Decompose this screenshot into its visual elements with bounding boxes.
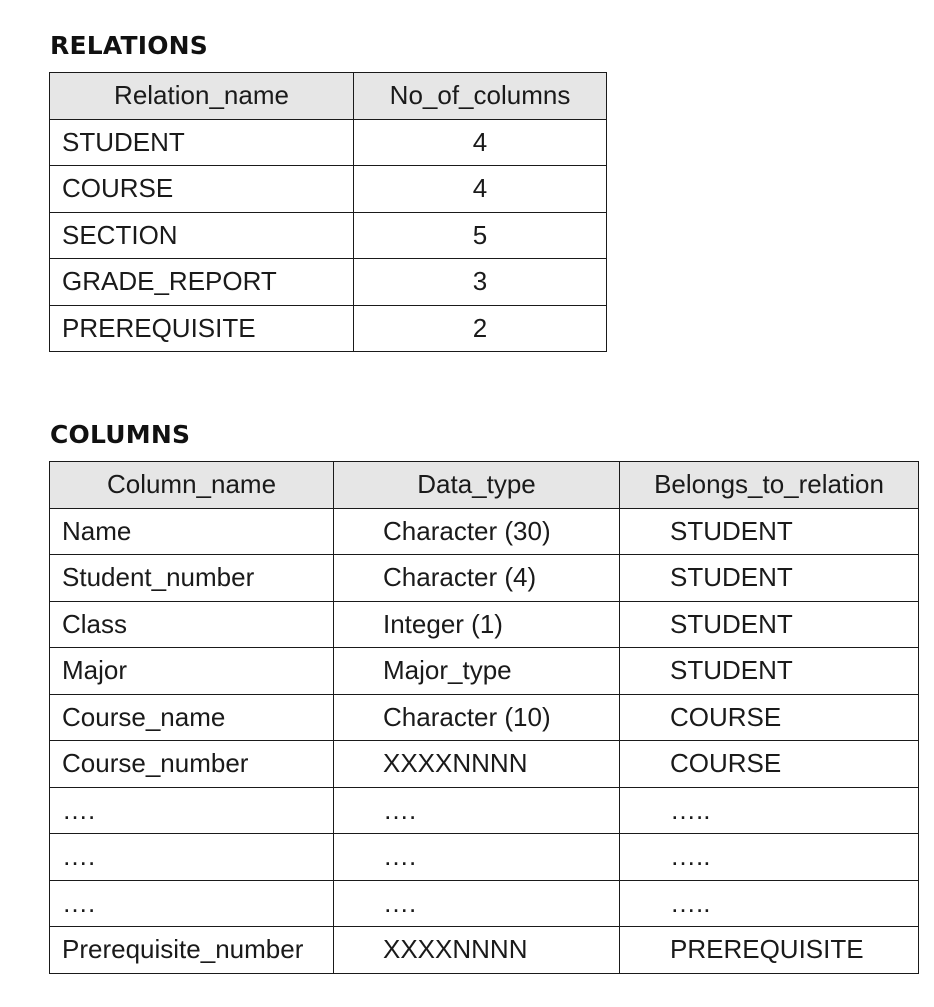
no-of-columns-cell: 3 xyxy=(354,259,607,306)
data-type-cell: Character (30) xyxy=(334,508,620,555)
no-of-columns-cell: 5 xyxy=(354,212,607,259)
column-name-cell: Prerequisite_number xyxy=(50,927,334,974)
column-name-cell: …. xyxy=(50,834,334,881)
table-row xyxy=(50,601,919,648)
table-row xyxy=(50,259,607,306)
table-row xyxy=(50,166,607,213)
data-type-cell: …. xyxy=(334,787,620,834)
table-row xyxy=(50,694,919,741)
no-of-columns-cell: 2 xyxy=(354,305,607,352)
column-name-cell: Student_number xyxy=(50,555,334,602)
relation-name-cell: PREREQUISITE xyxy=(50,305,354,352)
belongs-to-relation-cell: STUDENT xyxy=(620,508,919,555)
columns-header-belongs-to-relation: Belongs_to_relation xyxy=(620,462,919,509)
table-row xyxy=(50,880,919,927)
relations-header-no-of-columns: No_of_columns xyxy=(354,73,607,120)
data-type-cell: …. xyxy=(334,880,620,927)
columns-title: COLUMNS xyxy=(50,420,191,449)
column-name-cell: Course_number xyxy=(50,741,334,788)
data-type-cell: Character (10) xyxy=(334,694,620,741)
columns-table xyxy=(49,461,919,974)
column-name-cell: Class xyxy=(50,601,334,648)
relations-title: RELATIONS xyxy=(50,31,209,60)
column-name-cell: Name xyxy=(50,508,334,555)
table-row xyxy=(50,305,607,352)
column-name-cell: Course_name xyxy=(50,694,334,741)
no-of-columns-cell: 4 xyxy=(354,166,607,213)
data-type-cell: XXXXNNNN xyxy=(334,741,620,788)
data-type-cell: Character (4) xyxy=(334,555,620,602)
belongs-to-relation-cell: ….. xyxy=(620,787,919,834)
belongs-to-relation-cell: STUDENT xyxy=(620,648,919,695)
table-row xyxy=(50,741,919,788)
data-type-cell: Integer (1) xyxy=(334,601,620,648)
relation-name-cell: STUDENT xyxy=(50,119,354,166)
data-type-cell: Major_type xyxy=(334,648,620,695)
column-name-cell: …. xyxy=(50,880,334,927)
table-row xyxy=(50,834,919,881)
table-row xyxy=(50,508,919,555)
relations-table xyxy=(49,72,607,352)
belongs-to-relation-cell: ….. xyxy=(620,834,919,881)
belongs-to-relation-cell: COURSE xyxy=(620,741,919,788)
columns-header-data-type: Data_type xyxy=(334,462,620,509)
belongs-to-relation-cell: STUDENT xyxy=(620,555,919,602)
column-name-cell: Major xyxy=(50,648,334,695)
columns-header-row xyxy=(50,462,919,509)
columns-header-column-name: Column_name xyxy=(50,462,334,509)
relation-name-cell: GRADE_REPORT xyxy=(50,259,354,306)
table-row xyxy=(50,119,607,166)
table-row xyxy=(50,648,919,695)
data-type-cell: XXXXNNNN xyxy=(334,927,620,974)
table-row xyxy=(50,787,919,834)
table-row xyxy=(50,212,607,259)
relation-name-cell: COURSE xyxy=(50,166,354,213)
no-of-columns-cell: 4 xyxy=(354,119,607,166)
data-type-cell: …. xyxy=(334,834,620,881)
belongs-to-relation-cell: COURSE xyxy=(620,694,919,741)
column-name-cell: …. xyxy=(50,787,334,834)
relation-name-cell: SECTION xyxy=(50,212,354,259)
belongs-to-relation-cell: ….. xyxy=(620,880,919,927)
table-row xyxy=(50,927,919,974)
relations-header-relation-name: Relation_name xyxy=(50,73,354,120)
relations-header-row xyxy=(50,73,607,120)
table-row xyxy=(50,555,919,602)
belongs-to-relation-cell: STUDENT xyxy=(620,601,919,648)
belongs-to-relation-cell: PREREQUISITE xyxy=(620,927,919,974)
